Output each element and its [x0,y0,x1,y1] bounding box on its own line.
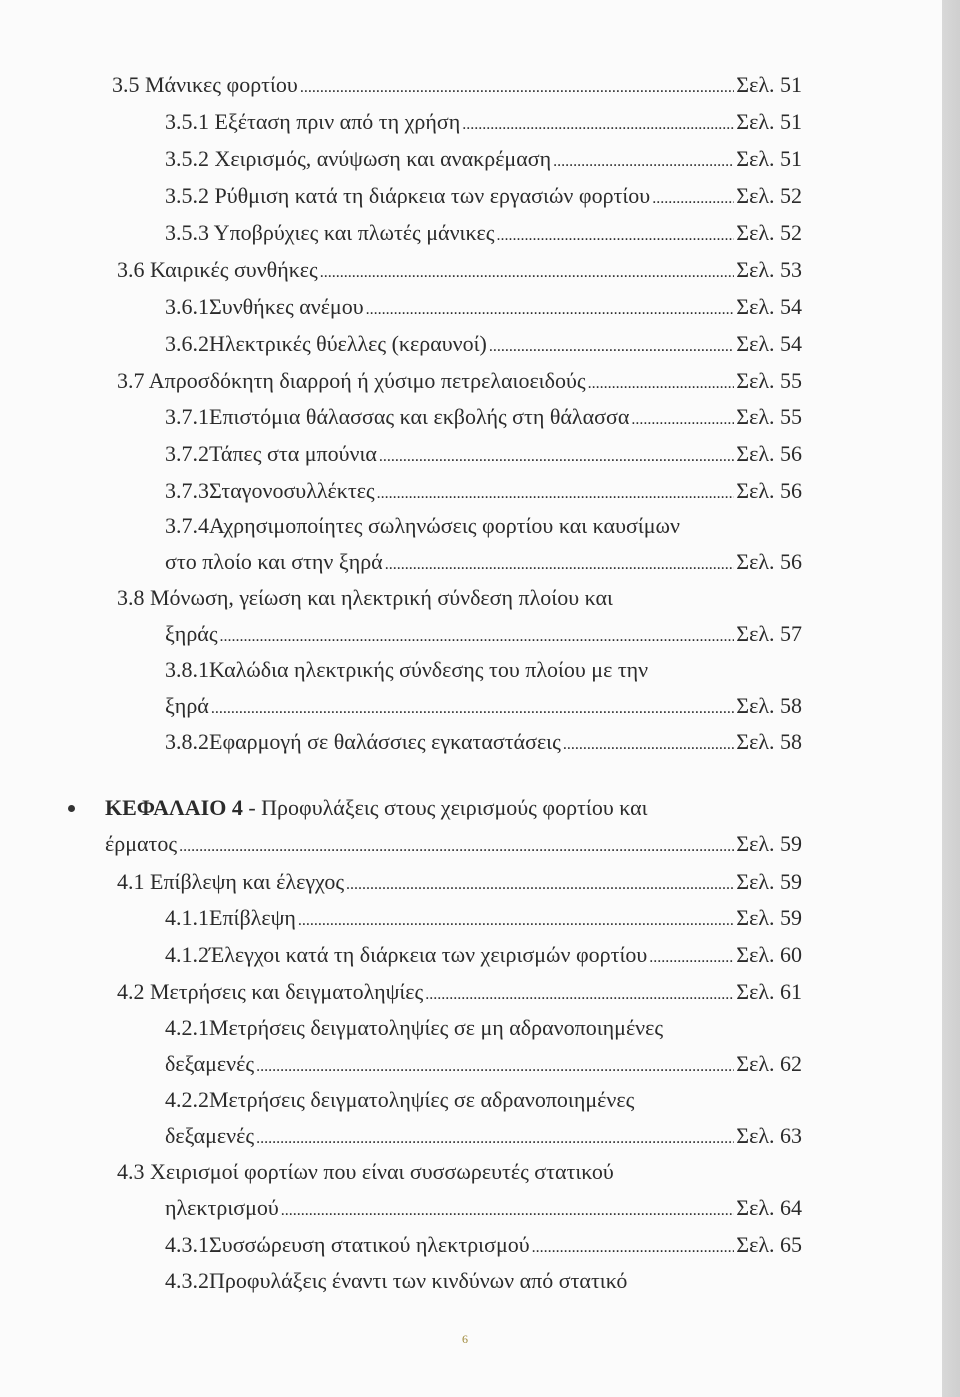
leader-dots [220,619,735,652]
toc-entry-title: 3.7.1Επιστόμια θάλασσας και εκβολής στη θάλασσα [165,404,630,429]
toc-entry-page: Σελ. 64 [736,1195,802,1220]
leader-dots [320,255,735,288]
toc-entry-title: ηλεκτρισμού [165,1195,279,1220]
leader-dots [563,727,734,760]
toc-entry-page: Σελ. 58 [736,729,802,754]
leader-dots [298,903,734,936]
toc-entry-page: Σελ. 59 [736,831,802,856]
toc-entry-title: 3.8.1Καλώδια ηλεκτρικής σύνδεσης του πλοίου με την [165,657,649,682]
leader-dots [179,829,734,862]
toc-entry [165,107,802,137]
toc-entry-page: Σελ. 65 [736,1232,802,1257]
toc-entry [165,619,802,649]
toc-entry [165,439,802,469]
toc-entry-page: Σελ. 55 [736,368,802,393]
toc-entry-title: 3.7 Απροσδόκητη διαρροή ή χύσιμο πετρελαιοειδούς [117,368,586,393]
toc-entry-page: Σελ. 63 [736,1123,802,1148]
toc-entry [165,547,802,577]
toc-entry-title: 3.5 Μάνικες φορτίου [112,72,298,97]
toc-entry [165,903,802,933]
toc-entry-title: ξηρά [165,693,209,718]
toc-entry-title: στο πλοίο και στην ξηρά [165,549,383,574]
toc-entry-title: δεξαμενές [165,1123,255,1148]
page-edge [942,0,960,1397]
toc-entry [112,70,802,100]
toc-entry [165,940,802,970]
toc-entry-page: Σελ. 57 [736,621,802,646]
toc-entry-title: 3.7.4Αχρησιμοποίητες σωληνώσεις φορτίου και καυσίμων [165,513,680,538]
toc-entry-title: 3.8 Μόνωση, γείωση και ηλεκτρική σύνδεση πλοίου και [117,585,613,610]
toc-entry [165,1049,802,1079]
toc-entry-title: 4.2.2Μετρήσεις δειγματοληψίες σε αδρανοποιημένες [165,1087,635,1112]
toc-entry [165,218,802,248]
leader-dots [462,107,734,140]
chapter-heading [105,793,648,823]
toc-entry-title: 4.1.2Έλεγχοι κατά τη διάρκεια των χειρισμών φορτίου [165,942,648,967]
toc-entry-page: Σελ. 56 [736,549,802,574]
toc-entry [165,476,802,506]
toc-entry [105,829,802,859]
leader-dots [649,940,734,973]
toc-entry-title: 3.7.2Τάπες στα μπούνια [165,441,377,466]
leader-dots [300,70,734,103]
leader-dots [256,1121,734,1154]
leader-dots [377,476,735,509]
leader-dots [489,329,734,362]
toc-entry-title: 3.6.2Ηλεκτρικές θύελλες (κεραυνοί) [165,331,487,356]
toc-entry-title: 4.2.1Μετρήσεις δειγματοληψίες σε μη αδρανοποιημένες [165,1015,664,1040]
toc-entry [165,181,802,211]
toc-entry [165,402,802,432]
toc-entry [117,977,802,1007]
toc-entry [165,1193,802,1223]
toc-entry [165,727,802,757]
toc-entry-page: Σελ. 60 [736,942,802,967]
toc-entry-title: 3.7.3Σταγονοσυλλέκτες [165,478,375,503]
chapter-title: ΚΕΦΑΛΑΙΟ 4 [105,795,243,820]
chapter-subtitle: - Προφυλάξεις στους χειρισμούς φορτίου και [242,795,648,820]
toc-entry-title: 4.2 Μετρήσεις και δειγματοληψίες [117,979,424,1004]
toc-entry [165,329,802,359]
toc-entry-page: Σελ. 54 [736,294,802,319]
leader-dots [652,181,734,214]
toc-entry-page: Σελ. 58 [736,693,802,718]
leader-dots [379,439,734,472]
leader-dots [366,292,735,325]
toc-entry-title: 3.6 Καιρικές συνθήκες [117,257,318,282]
toc-entry-page: Σελ. 52 [736,183,802,208]
leader-dots [256,1049,734,1082]
toc-entry-title: 3.8.2Εφαρμογή σε θαλάσσιες εγκαταστάσεις [165,729,561,754]
leader-dots [211,691,734,724]
toc-entry [165,691,802,721]
toc-entry-page: Σελ. 53 [736,257,802,282]
toc-entry-title: 4.3.1Συσσώρευση στατικού ηλεκτρισμού [165,1232,530,1257]
toc-entry [165,1121,802,1151]
toc-entry-title: 4.3.2Προφυλάξεις έναντι των κινδύνων από στατικό [165,1268,628,1293]
toc-entry-page: Σελ. 51 [736,72,802,97]
toc-entry-title: 4.1 Επίβλεψη και έλεγχος [117,869,345,894]
toc-entry-title: 3.5.2 Χειρισμός, ανύψωση και ανακρέμαση [165,146,552,171]
leader-dots [588,366,735,399]
toc-entry-page: Σελ. 52 [736,220,802,245]
page-number: 6 [462,1332,468,1346]
toc-entry [165,144,802,174]
leader-dots [346,867,734,900]
toc-entry-title: έρματος [105,831,178,856]
toc-entry-page: Σελ. 55 [736,404,802,429]
toc-entry-title: 4.1.1Επίβλεψη [165,905,296,930]
toc-entry-page: Σελ. 59 [736,869,802,894]
toc-entry-page: Σελ. 56 [736,478,802,503]
toc-entry-title: 3.5.3 Υποβρύχιες και πλωτές μάνικες [165,220,495,245]
toc-entry-page: Σελ. 51 [736,146,802,171]
leader-dots [553,144,734,177]
toc-entry-page: Σελ. 61 [736,979,802,1004]
toc-entry-title: δεξαμενές [165,1051,255,1076]
toc-entry [117,255,802,285]
toc-entry [117,867,802,897]
bullet-icon [68,805,75,812]
toc-entry-page: Σελ. 59 [736,905,802,930]
leader-dots [496,218,734,251]
leader-dots [425,977,734,1010]
toc-entry-title: 4.3 Χειρισμοί φορτίων που είναι συσσωρευτές στατικού [117,1159,614,1184]
leader-dots [631,402,734,435]
leader-dots [532,1230,735,1263]
toc-entry-page: Σελ. 54 [736,331,802,356]
toc-entry [165,292,802,322]
toc-entry [117,366,802,396]
toc-entry-title: 3.6.1Συνθήκες ανέμου [165,294,364,319]
toc-entry-page: Σελ. 62 [736,1051,802,1076]
toc-entry-title: 3.5.1 Εξέταση πριν από τη χρήση [165,109,461,134]
toc-entry-page: Σελ. 51 [736,109,802,134]
leader-dots [385,547,735,580]
toc-entry-title: ξηράς [165,621,218,646]
toc-entry-page: Σελ. 56 [736,441,802,466]
toc-entry [165,1230,802,1260]
leader-dots [281,1193,735,1226]
toc-entry-title: 3.5.2 Ρύθμιση κατά τη διάρκεια των εργασιών φορτίου [165,183,651,208]
